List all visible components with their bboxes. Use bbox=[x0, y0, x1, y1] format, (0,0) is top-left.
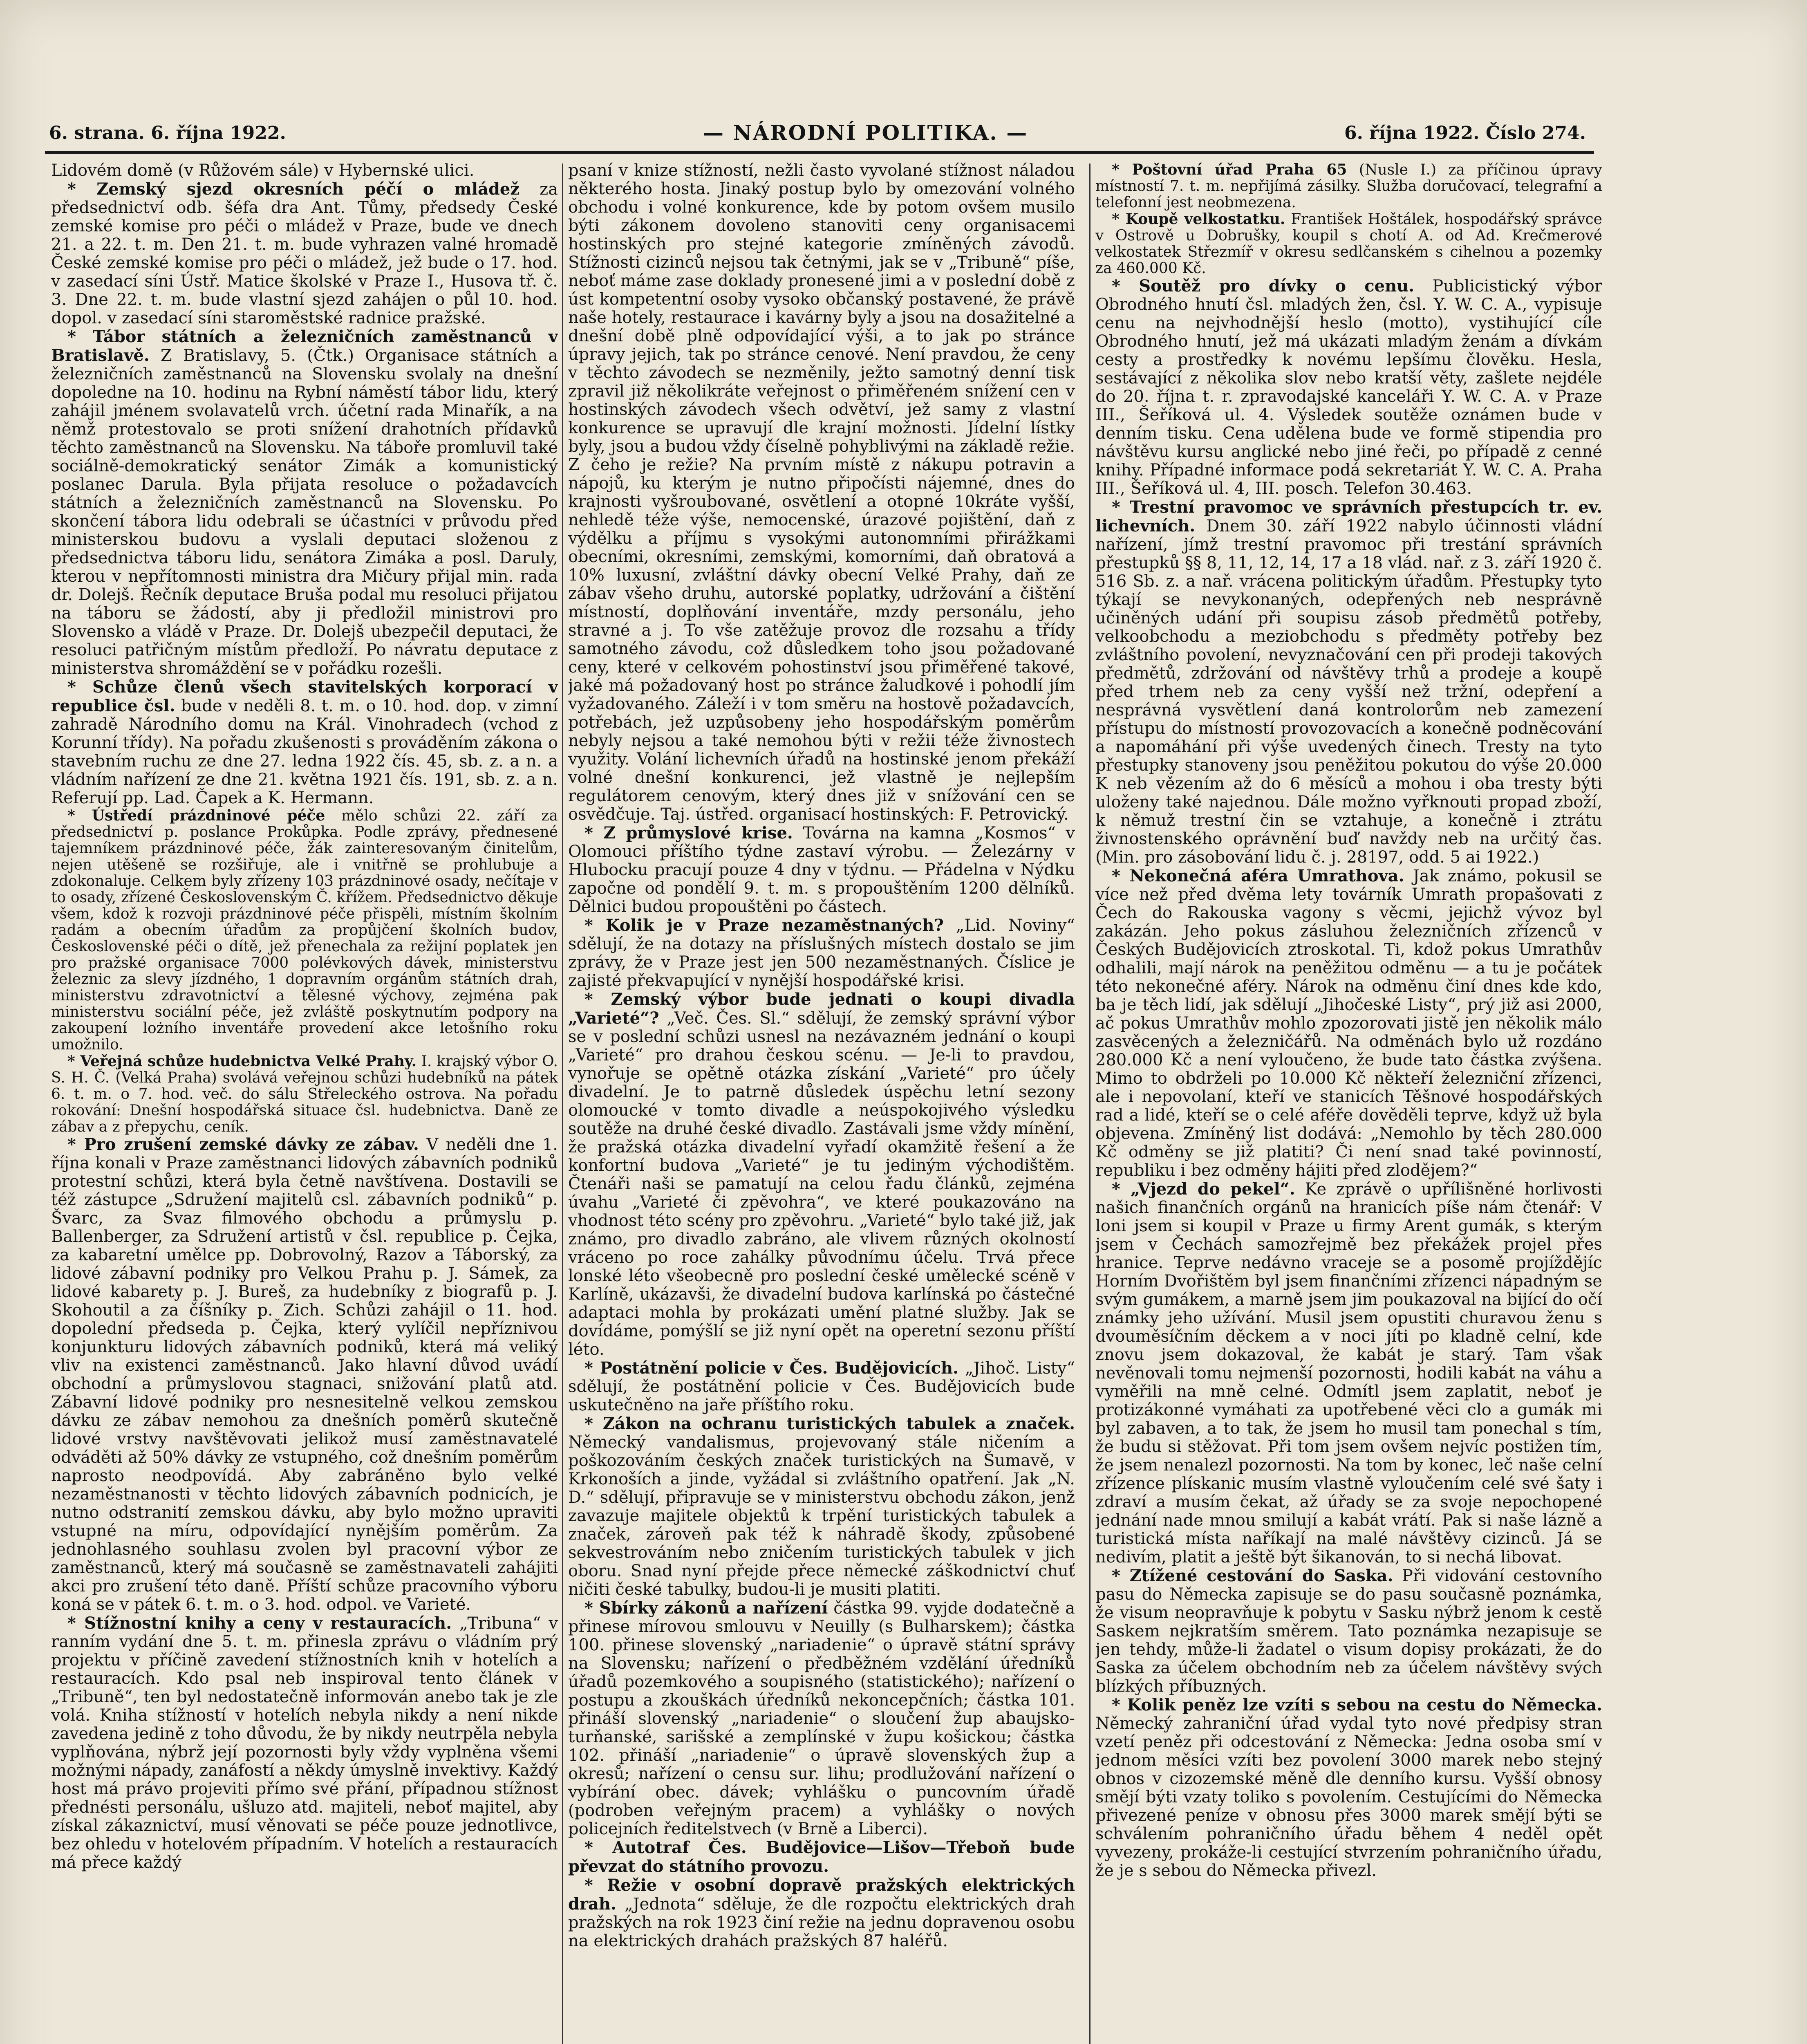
article bbox=[51, 327, 558, 678]
article bbox=[568, 1838, 1075, 1876]
article bbox=[51, 161, 558, 180]
article bbox=[51, 1053, 558, 1135]
article bbox=[1095, 1567, 1602, 1696]
article-body: „Lid. Noviny“ sdělují, že na dotazy na příslušných místech dostalo se jim zprávy, že v Praze jest jen 500 nezaměstnaných. Číslice je zajisté překvapující v nynější hospodářské krisi. bbox=[568, 916, 1075, 990]
article-paragraph bbox=[51, 161, 558, 180]
article-headline: * Koupě velkostatku. bbox=[1112, 211, 1285, 228]
article-body: psaní v knize stížností, nežli často vyvolané stížnost náladou některého hosta. Jinaký postup bylo by omezování volného obchodu i volné konkurence, kde by potom ovšem musilo býti zákonem dovoleno stanoviti ceny organisacemi hostinských pro stejné kategorie zmíněných závodů. Stížnosti cizinců nejsou tak četnými, jak se v „Tribuně“ píše, neboť máme zase doklady pronesené jimi a v poslední době z úst kompetentní osoby vysoko občanský postavené, že právě naše hotely, restaurace i kavárny byly a jsou na dosažitelné a dnešní době plně odpovídající výši, a to jak po stránce úpravy jejich, tak po stránce cenové. Není pravdou, že ceny v těchto závodech se nezměnily, ježto samotný denní tisk zpravil již několikráte veřejnost o přiměřeném snížení cen v hostinských závodech všech odvětví, jež samy z vlastní konkurence se upravují dle krajní možnosti. Jídelní lístky byly, jsou a budou vždy číselně pohyblivými na základě režie. Z čeho je režie? Na prvním místě z nákupu potravin a nápojů, ku kterým je nutno připočísti nájemné, dnes do krajnosti vyšroubované, osvětlení a otopné 10kráte vyšší, nehledě téže výše, nemocenské, úrazové pojištění, daň z výdělku a příjmu s vysokými autonomními přirážkami obecními, okresními, zemskými, komorními, daň obratová a 10% luxusní, zvláštní dávky obecní Velké Prahy, daň ze zábav všeho druhu, autorské poplatky, udržování a čištění místností, doplňování inventáře, mzdy personálu, jeho stravné a j. To vše zatěžuje provoz dle rozsahu a třídy samotného závodu, což důsledkem toho jsou požadované ceny, které v celkovém pohostinství jsou přiměřené takové, jaké má požadovaný host po stránce žaludkové i pohodlí jím vyžadovaného. Záleží i v tom směru na hostově požadavcích, potřebách, jež uzpůsobeny jeho hospodářským poměrům nebyly nejsou a také nemohou býti v režii téže živnostech využity. Volání lichevních úřadů na hostinské jenom překáží volné dnešní konkurenci, jež vlastně je nejlepším regulátorem cenovým, který dnes již v snížování cen se osvědčuje. Taj. ústřed. organisací hostinských: F. Petrovický. bbox=[568, 161, 1075, 824]
article-paragraph bbox=[1095, 277, 1602, 498]
article-headline: * Ztížené cestování do Saska. bbox=[1112, 1566, 1393, 1585]
article-paragraph bbox=[51, 1135, 558, 1614]
article-headline: * Pro zrušení zemské dávky ze zábav. bbox=[67, 1135, 419, 1154]
article-body: Německý zahraniční úřad vydal tyto nové předpisy stran vzetí peněz při odcestování z Německa: Jedna osoba smí v jednom měsíci vzíti bez povolení 3000 marek nebo stejný obnos v cizozemské měně dle denního kursu. Vyšší obnosy smějí býti vzaty toliko s povolením. Cestujícími do Německa přivezené peníze v obnosu přes 3000 marek smějí býti se schválením pohraničního úřadu během 4 neděl opět vyvezeny, prokáže-li cestující stvrzením pohraničního úřadu, že je s sebou do Německa přivezl. bbox=[1095, 1714, 1602, 1880]
article-paragraph bbox=[568, 1359, 1075, 1414]
article bbox=[568, 1414, 1075, 1599]
article-body: „Jednota“ sděluje, že dle rozpočtu elektrických drah pražských na rok 1923 činí režie na jednu dopravenou osobu na elektrických drahách pražských 87 haléřů. bbox=[568, 1895, 1075, 1950]
article-body: V neděli dne 1. října konali v Praze zaměstnanci lidových zábavních podniků protestní schůzi, která byla četně navštívena. Dostavili se též zástupce „Sdružení majitelů csl. zábavních podniků“ p. Švarc, za Svaz filmového obchodu a průmyslu p. Ballenberger, za Sdružení artistů v čsl. republice p. Čejka, za kabaretní umělce pp. Dobrovolný, Razov a Táborský, za lidové zábavní podniky pro Velkou Prahu p. J. Sámek, za lidové kabarety p. J. Bureš, za hudebníky z biografů p. J. Skohoutil a za číšníky p. Zich. Schůzi zahájil o 11. hod. dopolední předseda p. Čejka, který vylíčil nepříznivou konjunkturu lidových zábavních podniků, která má veliký vliv na existenci zaměstnanců. Jako hlavní důvod uvádí obchodní a průmyslovou stagnaci, snižování platů atd. Zábavní lidové podniky pro nesnesitelně velkou zemskou dávku ze zábav nemohou za dnešních poměrů skutečně lidové vrstvy navštěvovati jelikož musí zaměstnavatelé odváděti až 50% dávky ze vstupného, což dnešním poměrům naprosto neodpovídá. Aby zabráněno bylo velké nezaměstnanosti v těchto lidových zábavních podnicích, je nutno odstranití zemskou dávku, aby bylo možno upraviti vstupné na míru, odpovídající nynějším poměrům. Za jednohlasného souhlasu zvolen byl pracovní výbor ze zaměstnanců, který má současně se zaměstnavateli zahájiti akci pro zrušení této daně. Příští schůze pracovního výboru koná se v pátek 6. t. m. o 3. hod. odpol. ve Varieté. bbox=[51, 1135, 558, 1614]
article-paragraph bbox=[51, 678, 558, 807]
article-body: „Več. Čes. Sl.“ sdělují, že zemský správní výbor se v poslední schůzi usnesl na nezávazném jednání o koupi „Varieté“ pro drahou českou scénu. — Je-li to pravdou, vynořuje se opětně otázka získání „Varieté“ pro účely divadelní. Je to patrně důsledek úspěchu letní sezony olomoucké v tomto divadle a neúspokojivého výsledku soutěže na druhé české divadlo. Zastávali jsme vždy mínění, že pražská otázka divadelní vyřadí okamžitě řešení a že konfortní budova „Varieté“ je tu jediným východištěm. Čtenáři naši se pamatují na celou řadu článků, zejména úvahu „Varieté či zpěvohra“, ve které poukazováno na vhodnost této scény pro zpěvohru. „Varieté“ bylo také již, jak známo, pro divadlo zabráno, ale vlivem různých okolností vráceno po roce zahálky původnímu účelu. Trvá přece lonské léto všeobecně pro poslední české umělecké scéně v Karlíně, ukázavši, že divadelní budova karlínská po částečné adaptaci mohla by prokázati umění platné služby. Jak se dovídáme, pomýšlí se již nyní opět na operetní sezonu příští léto. bbox=[568, 1009, 1075, 1359]
article-body: „Tribuna“ v ranním vydání dne 5. t. m. přinesla zprávu o vládním prý projektu v příčině zavedení stížnostních knih v hotelích a restauracích. Kdo psal neb inspiroval tento článek v „Tribuně“, ten byl nedostatečně informován anebo tak je zle volá. Kniha stížností v hotelích nebyla nikdy a není nikde zavedena jedině z toho důvodu, že by nikdy neutrpěla nebyla vyplňována, nýbrž její pozornosti byly vždy vyplněna všemi možnými nápady, zanáfostí a někdy úmyslně invektivy. Každý host má právo projeviti přímo své přání, případnou stížnost přednésti personálu, ušluzo atd. majiteli, neboť majitel, aby získal zákaznictví, musí věnovati se péče pouze jednotlivce, bez ohledu v hotelovém případním. V hotelích a restauracích má přece každý bbox=[51, 1614, 558, 1872]
article-paragraph bbox=[1095, 161, 1602, 211]
article-headline: * Schůze členů všech stavitelských korporací v republice čsl. bbox=[51, 677, 558, 715]
article-paragraph bbox=[51, 807, 558, 1053]
article-body: bude v neděli 8. t. m. o 10. hod. dop. v zimní zahradě Národního domu na Král. Vinohradech (vchod z Korunní třídy). Na pořadu zkušenosti s prováděním zákona o stavebním ruchu ze dne 27. ledna 1922 čís. 45, sb. z. a n. a vládním nařízení ze dne 21. května 1921 čís. 191, sb. z. a n. Referují pp. Lad. Čapek a K. Hermann. bbox=[51, 697, 558, 807]
article-paragraph bbox=[51, 1053, 558, 1135]
article-body: Ke zprávě o upřílišněné horlivosti našich finančních orgánů na hranicích píše nám čtenář: V loni jsem si koupil v Praze u firmy Arent gumák, s kterým jsem v Čechách samozřejmě bez překážek projel přes hranice. Teprve nedávno vraceje se a posomě projíždějíc Horním Dvořištěm byl jsem finančními zřízenci nápadným se svým gumákem, a marně jsem jim poukazoval na bijící do očí známky jeho užívání. Musil jsem opustiti churavou ženu s dvouměsíčním děckem a v noci jíti po kladně celní, kde znovu jsem dokazoval, že kabát je starý. Tam však nevěnovali tomu nejmenší pozornosti, hodili kabát na váhu a vyměřili na mně celné. Odmítl jsem zaplatit, neboť je protizákonné vymáhati za upotřebené věci clo a gumák mi byl zabaven, a to tak, že jsem ho musil tam ponechal s tím, že budu si stěžovat. Při tom jsem ovšem nejvíc postižen tím, že jsem nenalezl pozornosti. Na tom by konec, leč naše celní zřízence plískanic musím vlastně vyloučením celé své šaty i zdraví a musím čekat, až úřady se za svoje nepochopené jednání nade mnou smilují a kabát vrátí. Pak si naše lázně a turistická místa naříkají na malé návštěvy cizinců. Já se nedivím, platit a ještě být šikanován, to si nechá libovat. bbox=[1095, 1180, 1602, 1567]
article bbox=[568, 161, 1075, 824]
article bbox=[568, 990, 1075, 1359]
header-page-date: 6. strana. 6. října 1922. bbox=[49, 123, 286, 143]
article-paragraph bbox=[51, 327, 558, 678]
article-headline: * Soutěž pro dívky o cenu. bbox=[1112, 276, 1414, 296]
article-body: částka 99. vyjde dodatečně a přinese mírovou smlouvu v Neuilly (s Bulharskem); částka 100. přinese slovenský „nariadenie“ o úpravě státní správy na Slovensku; nařízení o předběžném vzdělání úředníků úřadů pozemkového a soupisného (statistického); nařízení o postupu a zkouškách úředníků nekoncepčních; částka 101. přináší slovenský „nariadenie“ o sloučení žup abaujsko-turňanské, sarišské a zemplínské v župu košickou; částka 102. přináší „nariadenie“ o úpravě slovenských žup a okresů; nařízení o censu sur. lihu; prodlužování nařízení o vybírání obec. dávek; vyhlášku o puncovním úřadě (podroben veřejným pracem) a vyhlášky o nových policejních ředitelstvech (v Brně a Liberci). bbox=[568, 1599, 1075, 1838]
article-body: I. krajský výbor O. S. H. Č. (Velká Praha) svolává veřejnou schůzi hudebníků na pátek 6. t. m. o 7. hod. več. do sálu Střeleckého ostrova. Na pořadu rokování: Dnešní hospodářská situace čsl. hudebnictva. Daně ze zábav a z přepychu, ceník. bbox=[51, 1053, 558, 1135]
article-headline: * „Vjezd do pekel“. bbox=[1112, 1179, 1295, 1199]
article-paragraph bbox=[1095, 211, 1602, 277]
article bbox=[51, 678, 558, 807]
article-body: Lidovém domě (v Růžovém sále) v Hybernské ulici. bbox=[51, 161, 475, 180]
article bbox=[568, 824, 1075, 916]
article-headline: * Zákon na ochranu turistických tabulek a značek. bbox=[584, 1414, 1075, 1433]
article bbox=[568, 1876, 1075, 1950]
column-1 bbox=[51, 161, 558, 2044]
article-body: (Nusle I.) za příčinou úpravy místností 7. t. m. nepřijímá zásilky. Služba doručovací, telegrafní a telefonní jest neobmezena. bbox=[1095, 161, 1602, 211]
article-paragraph bbox=[568, 1599, 1075, 1838]
article bbox=[1095, 211, 1602, 277]
article-paragraph bbox=[568, 824, 1075, 916]
article bbox=[51, 807, 558, 1053]
article bbox=[1095, 1696, 1602, 1880]
article-body: Německý vandalismus, projevovaný stále ničením a poškozováním českých značek turistických na Šumavě, v Krkonoších a jinde, vyžádal si zvláštního opatření. Jak „N. D.“ sdělují, připravuje se v ministerstvu obchodu zákon, jenž zavazuje majitele objektů k trpění turistických tabulek a značek, zároveň pak též k náhradě škody, způsobené sekvestrováním nebo zničením turistických tabulek v jich oboru. Snad nyní přejde přece německé záškodnictví chuť ničiti české tabulky, budou-li je musiti platiti. bbox=[568, 1433, 1075, 1599]
article-body: mělo schůzi 22. září za předsednictví p. poslance Prokůpka. Podle zprávy, přednesené tajemníkem prázdninové péče, žák zainteresovaným činitelům, nejen utěšeně se rozšiřuje, ale i vnitřně se prohlubuje a zdokonaluje. Celkem byly zřízeny 103 prázdninové osady, nečítaje v to osady, zřízené Československým Č. křížem. Předsednictvo děkuje všem, kdož k rozvoji prázdninové péče přispěli, místním školním radám a obecním úřadům za propůjčení školních budov, Československé péči o dítě, jež přenechala za režijní poplatek jen pro pražské organisace 7000 polévkových dávek, ministerstvu železnic za slevy jízdného, 1 dopravním orgánům státních drah, ministerstvu zdravotnictví a tělesné výchovy, zejména pak ministerstvu sociální péče, jež zvláště poskytnutím podpory na zakoupení lożního inventáře provedení akce letošního roku umožnilo. bbox=[51, 807, 558, 1053]
article-headline: * Kolik je v Praze nezaměstnaných? bbox=[584, 916, 944, 935]
article bbox=[51, 180, 558, 327]
article-headline: * Kolik peněz lze vzíti s sebou na cestu do Německa. bbox=[1112, 1695, 1602, 1715]
article-paragraph bbox=[51, 1614, 558, 1872]
article-paragraph bbox=[568, 990, 1075, 1359]
article-paragraph bbox=[568, 1876, 1075, 1950]
article-body: za předsednictví odb. šéfa dra Ant. Tůmy, předsedy České zemské komise pro péči o mládež v Praze, bude ve dnech 21. a 22. t. m. Den 21. t. m. bude vyhrazen valné hromadě České zemské komise pro péči o mládež, jež bude o 17. hod. v zasedací síni Ústř. Matice školské v Praze I., Husova tř. č. 3. Dne 22. t. m. bude vlastní sjezd zahájen o půl 10. hod. dopol. v zasedací síni staroměstské radnice pražské. bbox=[51, 180, 558, 327]
article-headline: * Trestní pravomoc ve správních přestupcích tr. ev. lichevních. bbox=[1095, 498, 1602, 536]
column-divider bbox=[1089, 164, 1090, 2044]
article bbox=[1095, 498, 1602, 867]
article-body: Při vidování cestovního pasu do Německa zapisuje se do pasu současně poznámka, že visum neopravňuje k pobytu v Sasku nýbrž jenom k cestě Saskem nejkratším směrem. Tato poznámka nezapisuje se jen tehdy, může-li žadatel o visum dopisy prokázati, že do Saska za účelem obchodním neb za účelem návštěvy svých blízkých příbuzných. bbox=[1095, 1567, 1602, 1696]
article-paragraph bbox=[51, 180, 558, 327]
article-body: Továrna na kamna „Kosmos“ v Olomouci příštího týdne zastaví výrobu. — Železárny v Hlubocku pracují pouze 4 dny v týdnu. — Přádelna v Nýdku započne od pondělí 9. t. m. s propouštěním 1200 dělníků. Dělnici budou propouštěni po částech. bbox=[568, 824, 1075, 916]
article-paragraph bbox=[568, 916, 1075, 990]
article-headline: * Tábor státních a železničních zaměstnanců v Bratislavě. bbox=[51, 327, 558, 365]
article-headline: * Postátnění policie v Čes. Budějovicích. bbox=[584, 1358, 958, 1378]
article-paragraph bbox=[568, 1414, 1075, 1599]
header-masthead: — NÁRODNÍ POLITIKA. — bbox=[703, 121, 1028, 145]
article-headline: * Režie v osobní dopravě pražských elektrických drah. bbox=[568, 1876, 1075, 1914]
article-headline: * Zemský výbor bude jednati o koupi divadla „Varieté“? bbox=[568, 990, 1075, 1028]
article bbox=[51, 1614, 558, 1872]
article-headline: * Sbírky zákonů a nařízení bbox=[584, 1598, 828, 1618]
article bbox=[51, 1135, 558, 1614]
column-2 bbox=[568, 161, 1075, 2044]
article-headline: * Ústředí prázdninové péče bbox=[67, 807, 325, 824]
article-headline: * Zemský sjezd okresních péčí o mládež bbox=[67, 179, 519, 199]
article-body: Z Bratislavy, 5. (Čtk.) Organisace státních a železničních zaměstnanců na Slovensku svolaly na dnešní dopoledne na 10. hodinu na Rybní náměstí tábor lidu, který zahájil jménem svolavatelů vrch. účetní rada Minařík, a na němž protestovalo se proti snížení drahotních přídavků těchto zaměstnanců na Slovensku. Na táboře promluvil také sociálně-demokratický senátor Zimák a komunistický poslanec Darula. Byla přijata resoluce o požadavcích státních a železničních zaměstnanců na Slovensku. Po skončení tábora lidu odebrali se účastníci v průvodu před ministerskou budovu a vyslali deputaci složenou z předsednictva táboru lidu, senátora Zimáka a posl. Daruly, kterou v nepřítomnosti ministra dra Mičury přijal min. rada dr. Dolejš. Řečník deputace Bruša podal mu resoluci přijatou na táboru se žádostí, aby ji předložil ministrovi pro Slovensko a vládě v Praze. Dr. Dolejš ubezpečil deputaci, že resoluci patřičným místům předloží. Po návratu deputace z ministerstva shromáždění se v pořádku rozešli. bbox=[51, 346, 558, 678]
article-paragraph bbox=[568, 1838, 1075, 1876]
article bbox=[1095, 1180, 1602, 1567]
article-body: Jak známo, pokusil se více než před dvěma lety továrník Umrath propašovati z Čech do Rakouska vagony s věcmi, jejichž vývoz byl zakázán. Jeho pokus zásluhou železničních zřízenců v Českých Budějovicích ztroskotal. Ti, kdož pokus Umrathův odhalili, mají nárok na peněžitou odměnu — a tu je počátek této nekonečné aféry. Nárok na odměnu činí dnes kde kdo, ba je těch lidí, jak sdělují „Jihočeské Listy“, prý již asi 2000, ač pokus Umrathův mohlo zpozorovati jistě jen několik málo zasvěcených a železničářů. Na odměnách bylo už rozdáno 280.000 Kč a není vyloučeno, že bude tato částka zvýšena. Mimo to obdrželi po 10.000 Kč někteří železniční zřízenci, ale i nepovolaní, kteří ve stanicích Těšnové hospodářských rad a lidé, kteří se o celé aféře dověděli teprve, když už byla objevena. Zmíněný list dodává: „Nemohlo by těch 280.000 Kč odměny se již platiti? Či není snad také povinností, republiku i bez odměny hájiti před zlodějem?“ bbox=[1095, 867, 1602, 1180]
article bbox=[1095, 867, 1602, 1180]
article bbox=[568, 1359, 1075, 1414]
article bbox=[568, 1599, 1075, 1838]
header-issue: 6. října 1922. Číslo 274. bbox=[1344, 123, 1586, 143]
page-header bbox=[49, 119, 1586, 151]
article-body: František Hoštálek, hospodářský správce v Ostrově u Dobrušky, koupil s chotí A. od Ad. Krečmerové velkostatek Střezmíř v okresu sedlčanském s cihelnou a pozemky za 460.000 Kč. bbox=[1095, 211, 1602, 277]
article-headline: * Veřejná schůze hudebnictva Velké Prahy. bbox=[67, 1053, 416, 1070]
article bbox=[1095, 277, 1602, 498]
article-headline: * Nekonečná aféra Umrathova. bbox=[1112, 866, 1404, 885]
article-paragraph bbox=[1095, 498, 1602, 867]
article-headline: * Autotraf Čes. Budějovice—Lišov—Třeboň bude převzat do státního provozu. bbox=[568, 1838, 1075, 1876]
article-paragraph bbox=[1095, 1696, 1602, 1880]
column-3 bbox=[1095, 161, 1602, 2044]
article-headline: * Z průmyslové krise. bbox=[584, 823, 793, 843]
article-headline: * Stížnostní knihy a ceny v restauracích. bbox=[67, 1614, 452, 1633]
article bbox=[1095, 161, 1602, 211]
article-paragraph bbox=[1095, 867, 1602, 1180]
article-paragraph bbox=[1095, 1180, 1602, 1567]
article bbox=[568, 916, 1075, 990]
article-body: „Jihoč. Listy“ sdělují, že postátnění policie v Čes. Budějovicích bude uskutečněno na jaře příštího roku. bbox=[568, 1359, 1075, 1414]
column-divider bbox=[562, 164, 563, 2044]
article-paragraph bbox=[568, 161, 1075, 824]
article-paragraph bbox=[1095, 1567, 1602, 1696]
article-body: Publicistický výbor Obrodného hnutí čsl. mladých žen, čsl. Y. W. C. A., vypisuje cenu na nejvhodnější heslo (motto), vystihující cíle Obrodného hnutí, jež má ukázati mladým ženám a dívkám cesty a prostředky k novému lepšímu člověku. Hesla, sestávající z několika slov nebo kratší věty, zašlete nejdéle do 20. října t. r. zpravodajské kanceláři Y. W. C. A. v Praze III., Šeříková ul. 4. Výsledek soutěže oznámen bude v denním tisku. Cena udělena bude ve formě stipendia pro návštěvu kursu anglické nebo jiné řeči, po případě z cenné knihy. Případné informace podá sekretariát Y. W. C. A. Praha III., Šeříková ul. 4, III. posch. Telefon 30.463. bbox=[1095, 277, 1602, 498]
article-body: Dnem 30. září 1922 nabylo účinnosti vládní nařízení, jímž trestní pravomoc při trestání správních přestupků §§ 8, 11, 12, 14, 17 a 18 vlád. nař. z 3. září 1920 č. 516 Sb. z. a nař. vrácena politickým úřadům. Přestupky tyto týkají se nevykonaných, odepřených neb nesprávně učiněných udání při soupisu zásob předmětů potřeby, velkoobchodu a meziobchodu s předměty potřeby bez zvláštního povolení, nevyznačování cen při prodeji takových předmětů, zdržování od návštěvy trhů a prodeje a koupě před trhem neb za ceny vyšší než tržní, odepření a nesprávná vysvětlení daná kontrolorům neb zamezení přístupu do místností provozovacích a konečně podněcování a napomáhání při výše uvedených činech. Tresty na tyto přestupky stanoveny jsou peněžitou pokutou do výše 20.000 K neb vězením až do 6 měsíců a mohou i oba tresty býti uloženy také najednou. Dále možno vyřknouti propad zboží, k němuž trestní čin se vztahuje, a konečně i ztrátu živnostenského oprávnění buď navždy neb na určitý čas. (Min. pro zásobování lidu č. j. 28197, odd. 5 ai 1922.) bbox=[1095, 517, 1602, 867]
article-headline: * Poštovní úřad Praha 65 bbox=[1112, 161, 1347, 178]
header-rule bbox=[45, 151, 1594, 154]
